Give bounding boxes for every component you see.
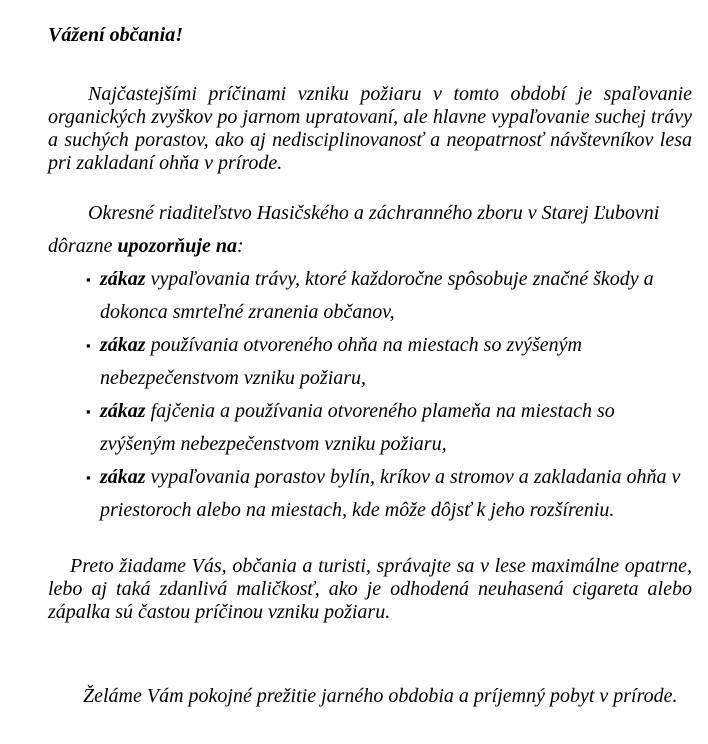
closing-paragraph: Želáme Vám pokojné prežitie jarného obdobia a príjemný pobyt v prírode. [83, 685, 678, 707]
bullet-bold-word: zákaz [100, 466, 146, 488]
notice-paragraph [48, 197, 692, 263]
square-bullet-icon: ▪ [86, 404, 91, 419]
bullet-bold-word: zákaz [100, 334, 146, 356]
list-item-prohibition-2 [48, 329, 692, 395]
square-bullet-icon: ▪ [86, 338, 91, 353]
notice-bold-text: upozorňuje na [117, 235, 237, 257]
prohibition-list [48, 263, 692, 527]
request-paragraph: Preto žiadame Vás, občania a turisti, správajte sa v lese maximálne opatrne, lebo aj taká zdanlivá maličkosť, ako je odhodená neuhasená cigareta alebo zápalka sú častou príčinou vzniku požiaru. [48, 555, 692, 623]
notice-text-before: Okresné riaditeľstvo Hasičského a záchranného zboru v Starej Ľubovni dôrazne [48, 202, 660, 257]
square-bullet-icon: ▪ [86, 272, 91, 287]
document-heading: Vážení občania! [48, 24, 184, 46]
intro-paragraph: Najčastejšími príčinami vzniku požiaru v tomto období je spaľovanie organických zvyškov po jarnom upratovaní, ale hlavne vypaľovanie suchej trávy a suchých porastov, ako aj nedisciplinovanosť a neopatrnosť návštevníkov lesa pri zakladaní ohňa v prírode. [48, 83, 692, 174]
bullet-bold-word: zákaz [100, 268, 146, 290]
bullet-text: vypaľovania porastov bylín, kríkov a stromov a zakladania ohňa v priestoroch alebo na miestach, kde môže dôjsť k jeho rozšíreniu. [100, 466, 681, 521]
bullet-bold-word: zákaz [100, 400, 146, 422]
list-item-prohibition-1 [48, 263, 692, 329]
bullet-text: fajčenia a používania otvoreného plameňa na miestach so zvýšeným nebezpečenstvom vzniku požiaru, [100, 400, 615, 455]
bullet-text: používania otvoreného ohňa na miestach so zvýšeným nebezpečenstvom vzniku požiaru, [100, 334, 582, 389]
list-item-prohibition-3 [48, 395, 692, 461]
bullet-text: vypaľovania trávy, ktoré každoročne spôsobuje značné škody a dokonca smrteľné zranenia občanov, [100, 268, 654, 323]
list-item-prohibition-4 [48, 461, 692, 527]
square-bullet-icon: ▪ [86, 470, 91, 485]
notice-colon: : [236, 235, 244, 257]
